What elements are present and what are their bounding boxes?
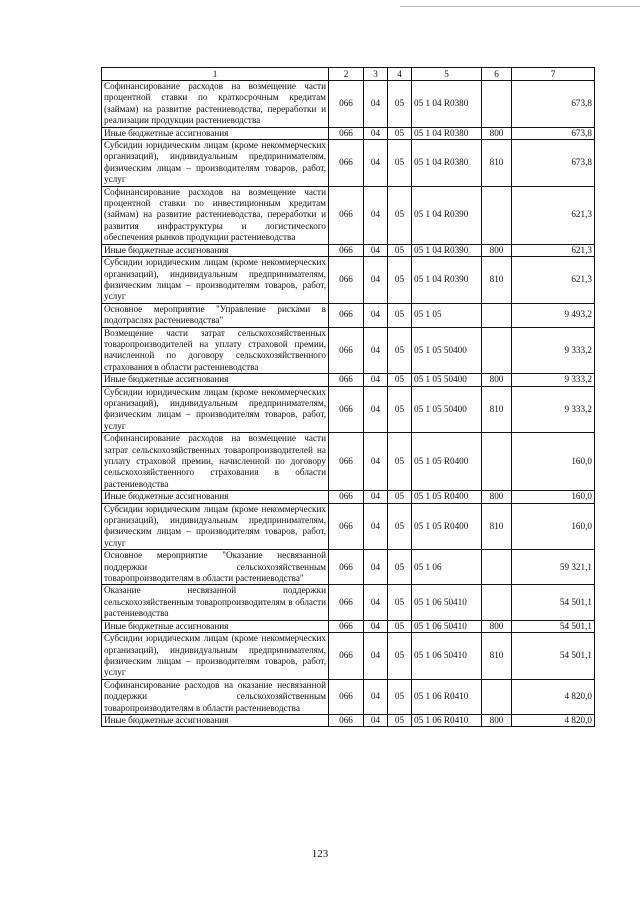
table-row bbox=[102, 244, 595, 256]
cell-expense-type bbox=[482, 303, 512, 327]
cell-amount: 160,0 bbox=[512, 433, 595, 491]
cell-section: 04 bbox=[364, 633, 388, 680]
cell-section: 04 bbox=[364, 679, 388, 714]
cell-amount: 54 501,1 bbox=[512, 585, 595, 620]
cell-section: 04 bbox=[364, 81, 388, 128]
header-cell-2: 2 bbox=[329, 68, 364, 81]
cell-expense-type: 800 bbox=[482, 714, 512, 726]
cell-target-article: 05 1 05 50400 bbox=[412, 327, 482, 374]
cell-ministry-code: 066 bbox=[329, 491, 364, 503]
cell-expense-type bbox=[482, 81, 512, 128]
budget-table bbox=[101, 67, 595, 727]
cell-amount: 673,8 bbox=[512, 81, 595, 128]
cell-name: Софинансирование расходов на возмещение части процентной ставки по инвестиционным кредитам (займам) на развитие растениеводства, переработки и развития инфраструктуры и логистического обеспечения рынков продукции растениеводства bbox=[102, 186, 329, 244]
cell-ministry-code: 066 bbox=[329, 679, 364, 714]
table-row bbox=[102, 374, 595, 386]
cell-subsection: 05 bbox=[388, 714, 412, 726]
cell-amount: 54 501,1 bbox=[512, 620, 595, 632]
cell-name: Иные бюджетные ассигнования bbox=[102, 127, 329, 139]
cell-amount: 673,8 bbox=[512, 127, 595, 139]
cell-target-article: 05 1 06 50410 bbox=[412, 620, 482, 632]
cell-target-article: 05 1 05 R0400 bbox=[412, 491, 482, 503]
table-row bbox=[102, 303, 595, 327]
cell-ministry-code: 066 bbox=[329, 303, 364, 327]
cell-expense-type: 810 bbox=[482, 633, 512, 680]
cell-amount: 9 333,2 bbox=[512, 327, 595, 374]
cell-expense-type bbox=[482, 550, 512, 585]
cell-name: Субсидии юридическим лицам (кроме некоммерческих организаций), индивидуальным предпринимателям, физическим лицам – производителям товаров, работ, услуг bbox=[102, 503, 329, 550]
cell-subsection: 05 bbox=[388, 244, 412, 256]
cell-name: Основное мероприятие "Управление рисками в подотраслях растениеводства" bbox=[102, 303, 329, 327]
cell-subsection: 05 bbox=[388, 303, 412, 327]
cell-ministry-code: 066 bbox=[329, 620, 364, 632]
cell-amount: 9 333,2 bbox=[512, 374, 595, 386]
table-row bbox=[102, 386, 595, 433]
cell-target-article: 05 1 06 50410 bbox=[412, 633, 482, 680]
cell-expense-type: 810 bbox=[482, 503, 512, 550]
cell-target-article: 05 1 05 50400 bbox=[412, 386, 482, 433]
cell-target-article: 05 1 04 R0390 bbox=[412, 244, 482, 256]
cell-ministry-code: 066 bbox=[329, 550, 364, 585]
cell-name: Оказание несвязанной поддержки сельскохозяйственным товаропроизводителям в области растениеводства bbox=[102, 585, 329, 620]
cell-subsection: 05 bbox=[388, 679, 412, 714]
header-cell-7: 7 bbox=[512, 68, 595, 81]
cell-section: 04 bbox=[364, 244, 388, 256]
cell-amount: 9 333,2 bbox=[512, 386, 595, 433]
cell-target-article: 05 1 04 R0390 bbox=[412, 257, 482, 304]
cell-target-article: 05 1 04 R0390 bbox=[412, 186, 482, 244]
table-row bbox=[102, 433, 595, 491]
cell-subsection: 05 bbox=[388, 550, 412, 585]
cell-subsection: 05 bbox=[388, 374, 412, 386]
cell-expense-type bbox=[482, 327, 512, 374]
cell-expense-type bbox=[482, 679, 512, 714]
cell-expense-type bbox=[482, 186, 512, 244]
cell-subsection: 05 bbox=[388, 620, 412, 632]
table-row bbox=[102, 327, 595, 374]
cell-ministry-code: 066 bbox=[329, 127, 364, 139]
cell-section: 04 bbox=[364, 585, 388, 620]
cell-subsection: 05 bbox=[388, 386, 412, 433]
table-row bbox=[102, 257, 595, 304]
table-row bbox=[102, 714, 595, 726]
cell-name: Иные бюджетные ассигнования bbox=[102, 244, 329, 256]
cell-amount: 621,3 bbox=[512, 244, 595, 256]
cell-name: Иные бюджетные ассигнования bbox=[102, 491, 329, 503]
scan-top-line bbox=[400, 6, 640, 7]
cell-ministry-code: 066 bbox=[329, 81, 364, 128]
header-cell-1: 1 bbox=[102, 68, 329, 81]
table-row bbox=[102, 633, 595, 680]
header-cell-5: 5 bbox=[412, 68, 482, 81]
cell-amount: 59 321,1 bbox=[512, 550, 595, 585]
cell-section: 04 bbox=[364, 140, 388, 187]
header-cell-6: 6 bbox=[482, 68, 512, 81]
cell-ministry-code: 066 bbox=[329, 374, 364, 386]
cell-section: 04 bbox=[364, 374, 388, 386]
cell-expense-type: 800 bbox=[482, 244, 512, 256]
cell-name: Софинансирование расходов на возмещение части процентной ставки по краткосрочным кредитам (займам) на развитие растениеводства, переработки и реализации продукции растениеводства bbox=[102, 81, 329, 128]
cell-section: 04 bbox=[364, 186, 388, 244]
cell-subsection: 05 bbox=[388, 127, 412, 139]
cell-name: Возмещение части затрат сельскохозяйственных товаропроизводителей на уплату страховой премии, начисленной по договору сельскохозяйственного страхования в области растениеводства bbox=[102, 327, 329, 374]
cell-amount: 54 501,1 bbox=[512, 633, 595, 680]
cell-subsection: 05 bbox=[388, 633, 412, 680]
cell-name: Субсидии юридическим лицам (кроме некоммерческих организаций), индивидуальным предпринимателям, физическим лицам – производителям товаров, работ, услуг bbox=[102, 257, 329, 304]
cell-target-article: 05 1 04 R0380 bbox=[412, 127, 482, 139]
cell-ministry-code: 066 bbox=[329, 633, 364, 680]
cell-subsection: 05 bbox=[388, 186, 412, 244]
cell-expense-type: 810 bbox=[482, 140, 512, 187]
cell-section: 04 bbox=[364, 503, 388, 550]
cell-section: 04 bbox=[364, 620, 388, 632]
table-row bbox=[102, 585, 595, 620]
header-cell-3: 3 bbox=[364, 68, 388, 81]
cell-name: Субсидии юридическим лицам (кроме некоммерческих организаций), индивидуальным предпринимателям, физическим лицам – производителям товаров, работ, услуг bbox=[102, 140, 329, 187]
cell-ministry-code: 066 bbox=[329, 327, 364, 374]
cell-target-article: 05 1 06 R0410 bbox=[412, 679, 482, 714]
cell-target-article: 05 1 06 R0410 bbox=[412, 714, 482, 726]
cell-name: Иные бюджетные ассигнования bbox=[102, 714, 329, 726]
cell-ministry-code: 066 bbox=[329, 257, 364, 304]
cell-name: Софинансирование расходов на возмещение части затрат сельскохозяйственных товаропроизводителей на уплату страховой премии, начисленной по договору сельскохозяйственного страхования в области растениеводства bbox=[102, 433, 329, 491]
budget-table-body bbox=[102, 68, 595, 727]
cell-name: Иные бюджетные ассигнования bbox=[102, 620, 329, 632]
cell-name: Субсидии юридическим лицам (кроме некоммерческих организаций), индивидуальным предпринимателям, физическим лицам – производителям товаров, работ, услуг bbox=[102, 386, 329, 433]
cell-section: 04 bbox=[364, 433, 388, 491]
cell-section: 04 bbox=[364, 303, 388, 327]
cell-amount: 673,8 bbox=[512, 140, 595, 187]
cell-expense-type: 810 bbox=[482, 386, 512, 433]
cell-ministry-code: 066 bbox=[329, 433, 364, 491]
cell-section: 04 bbox=[364, 714, 388, 726]
cell-target-article: 05 1 05 50400 bbox=[412, 374, 482, 386]
cell-amount: 621,3 bbox=[512, 186, 595, 244]
table-row bbox=[102, 186, 595, 244]
cell-section: 04 bbox=[364, 491, 388, 503]
cell-subsection: 05 bbox=[388, 491, 412, 503]
table-row bbox=[102, 620, 595, 632]
cell-ministry-code: 066 bbox=[329, 714, 364, 726]
cell-target-article: 05 1 05 R0400 bbox=[412, 433, 482, 491]
cell-amount: 9 493,2 bbox=[512, 303, 595, 327]
cell-target-article: 05 1 06 bbox=[412, 550, 482, 585]
cell-expense-type bbox=[482, 433, 512, 491]
table-header-row bbox=[102, 68, 595, 81]
cell-subsection: 05 bbox=[388, 433, 412, 491]
cell-amount: 160,0 bbox=[512, 503, 595, 550]
cell-subsection: 05 bbox=[388, 585, 412, 620]
cell-section: 04 bbox=[364, 327, 388, 374]
cell-subsection: 05 bbox=[388, 257, 412, 304]
cell-name: Софинансирование расходов на оказание несвязанной поддержки сельскохозяйственным товаропроизводителям в области растениеводства bbox=[102, 679, 329, 714]
cell-subsection: 05 bbox=[388, 327, 412, 374]
cell-target-article: 05 1 04 R0380 bbox=[412, 140, 482, 187]
cell-subsection: 05 bbox=[388, 81, 412, 128]
table-row bbox=[102, 503, 595, 550]
cell-ministry-code: 066 bbox=[329, 585, 364, 620]
cell-target-article: 05 1 05 bbox=[412, 303, 482, 327]
cell-amount: 4 820,0 bbox=[512, 714, 595, 726]
cell-expense-type: 800 bbox=[482, 374, 512, 386]
cell-target-article: 05 1 06 50410 bbox=[412, 585, 482, 620]
cell-section: 04 bbox=[364, 257, 388, 304]
cell-name: Субсидии юридическим лицам (кроме некоммерческих организаций), индивидуальным предпринимателям, физическим лицам – производителям товаров, работ, услуг bbox=[102, 633, 329, 680]
cell-ministry-code: 066 bbox=[329, 140, 364, 187]
cell-amount: 160,0 bbox=[512, 491, 595, 503]
cell-target-article: 05 1 05 R0400 bbox=[412, 503, 482, 550]
cell-section: 04 bbox=[364, 386, 388, 433]
table-row bbox=[102, 127, 595, 139]
cell-name: Иные бюджетные ассигнования bbox=[102, 374, 329, 386]
cell-ministry-code: 066 bbox=[329, 186, 364, 244]
cell-section: 04 bbox=[364, 127, 388, 139]
cell-expense-type: 800 bbox=[482, 491, 512, 503]
cell-section: 04 bbox=[364, 550, 388, 585]
cell-expense-type: 800 bbox=[482, 127, 512, 139]
cell-name: Основное мероприятие "Оказание несвязанной поддержки сельскохозяйственным товаропроизводителям в области растениеводства" bbox=[102, 550, 329, 585]
cell-ministry-code: 066 bbox=[329, 503, 364, 550]
cell-amount: 621,3 bbox=[512, 257, 595, 304]
cell-ministry-code: 066 bbox=[329, 244, 364, 256]
cell-amount: 4 820,0 bbox=[512, 679, 595, 714]
table-row bbox=[102, 491, 595, 503]
cell-subsection: 05 bbox=[388, 503, 412, 550]
header-cell-4: 4 bbox=[388, 68, 412, 81]
page-number: 123 bbox=[311, 848, 329, 860]
table-row bbox=[102, 140, 595, 187]
table-row bbox=[102, 679, 595, 714]
cell-subsection: 05 bbox=[388, 140, 412, 187]
cell-expense-type bbox=[482, 585, 512, 620]
cell-expense-type: 800 bbox=[482, 620, 512, 632]
cell-target-article: 05 1 04 R0380 bbox=[412, 81, 482, 128]
table-row bbox=[102, 81, 595, 128]
cell-ministry-code: 066 bbox=[329, 386, 364, 433]
cell-expense-type: 810 bbox=[482, 257, 512, 304]
table-row bbox=[102, 550, 595, 585]
